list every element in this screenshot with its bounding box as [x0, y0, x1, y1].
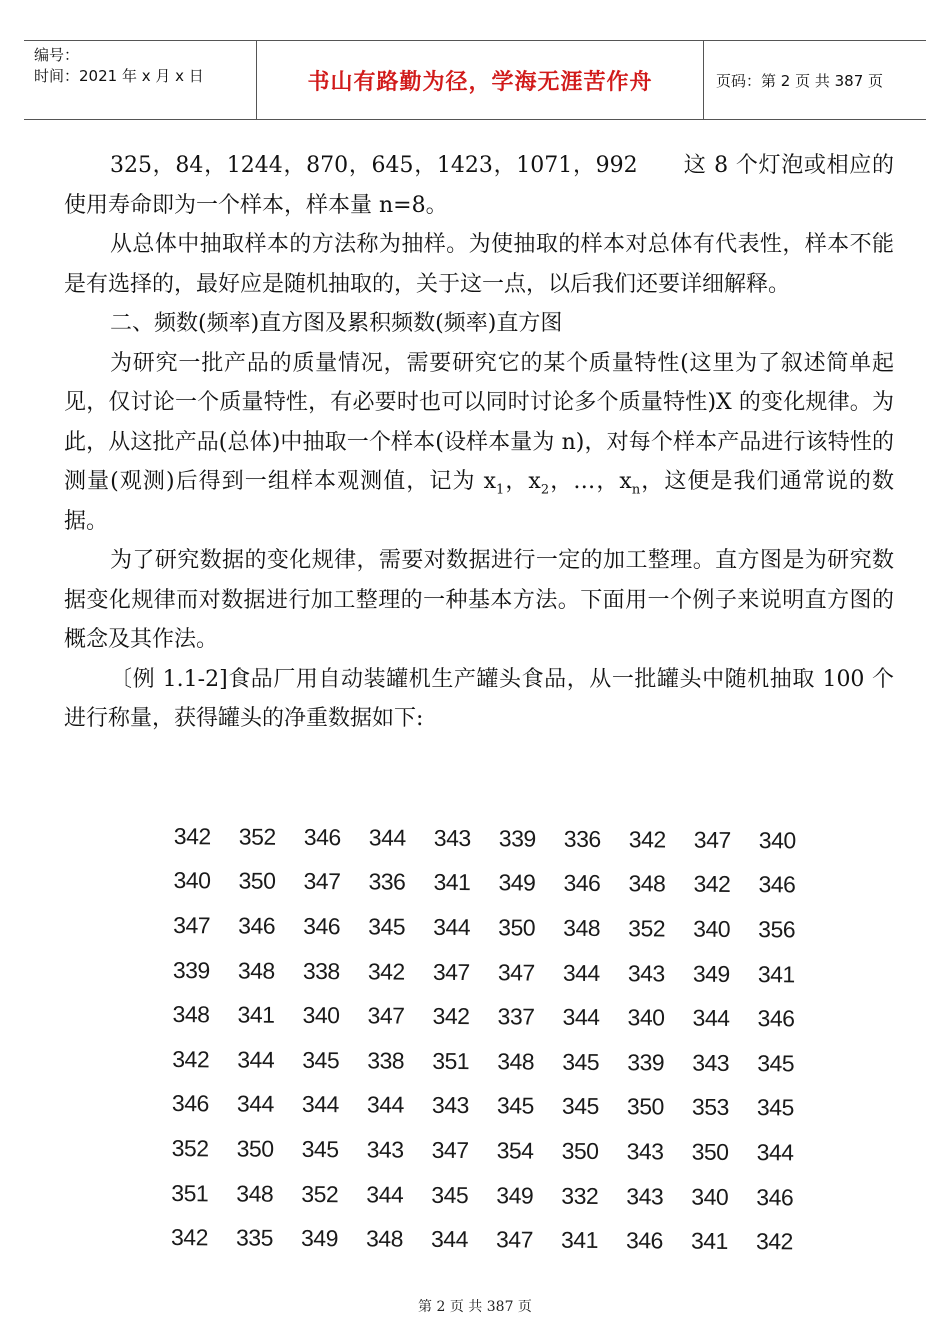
data-cell: 346: [757, 1005, 795, 1032]
subscript: n: [631, 482, 641, 498]
data-cell: 344: [562, 959, 600, 986]
data-row: [168, 1037, 818, 1086]
data-cell: 350: [561, 1137, 599, 1164]
paragraph-sampling: 从总体中抽取样本的方法称为抽样。为使抽取的样本对总体有代表性，样本不能是有选择的，最好应是随机抽取的，关于这一点，以后我们还要详细解释。: [64, 232, 894, 297]
paragraph-text: ，这便是我们通常说的数据。: [64, 469, 894, 534]
data-cell: 352: [238, 823, 276, 850]
data-cell: 341: [757, 960, 795, 987]
data-cell: 346: [238, 912, 276, 939]
data-cell: 347: [367, 1002, 405, 1029]
data-cell: 344: [236, 1090, 274, 1118]
data-row: [168, 1126, 818, 1175]
data-cell: 339: [172, 956, 210, 983]
subscript: 2: [540, 482, 550, 498]
data-cell: 346: [303, 912, 341, 940]
data-cell: 342: [367, 957, 405, 985]
page-footer: 第 2 页 共 387 页: [418, 1299, 532, 1315]
data-cell: 337: [497, 1003, 535, 1030]
data-cell: 345: [301, 1135, 339, 1163]
data-cell: 348: [563, 914, 601, 941]
paragraph-example-intro: 〔例 1.1-2]食品厂用自动装罐机生产罐头食品，从一批罐头中随机抽取 100 个进行称量，获得罐头的净重数据如下:: [64, 666, 894, 731]
data-cell: 344: [368, 824, 406, 851]
data-cell: 344: [433, 913, 471, 941]
header-motto: 书山有路勤为径，学海无涯苦作舟: [256, 41, 704, 119]
data-row: [169, 948, 819, 997]
data-cell: 347: [693, 826, 731, 853]
data-cell: 342: [173, 822, 211, 850]
data-cell: 345: [368, 913, 406, 940]
data-cell: 340: [691, 1183, 729, 1210]
data-cell: 349: [498, 869, 536, 896]
data-cell: 343: [692, 1049, 730, 1076]
data-cell: 332: [561, 1182, 599, 1209]
data-cell: 350: [498, 914, 536, 941]
data-cell: 343: [626, 1138, 664, 1165]
data-cell: 347: [432, 958, 470, 985]
data-cell: 348: [237, 957, 275, 984]
data-cell: 346: [756, 1183, 794, 1210]
data-row: [168, 1082, 818, 1131]
document-number-label: 编号：: [34, 46, 80, 64]
data-cell: 343: [627, 959, 665, 987]
paragraph-text: ，…，x: [549, 469, 632, 494]
data-cell: 340: [302, 1002, 340, 1029]
paragraph-text: ，x: [504, 469, 541, 494]
data-cell: 349: [496, 1181, 534, 1209]
data-cell: 341: [690, 1227, 728, 1255]
data-cell: 342: [432, 1003, 470, 1030]
data-cell: 343: [433, 824, 471, 851]
data-cell: 345: [302, 1046, 340, 1073]
data-cell: 349: [300, 1225, 339, 1252]
paragraph-data-processing: 为了研究数据的变化规律，需要对数据进行一定的加工整理。直方图是为研究数据变化规律而对数据进行加工整理的一种基本方法。下面用一个例子来说明直方图的概念及其作法。: [64, 548, 894, 652]
data-cell: 349: [692, 960, 730, 987]
data-cell: 345: [496, 1092, 534, 1119]
data-cell: 342: [693, 871, 731, 898]
data-cell: 340: [627, 1004, 665, 1031]
paragraph-quality-characteristic: [64, 344, 894, 542]
data-cell: 336: [563, 825, 601, 852]
data-cell: 339: [498, 825, 536, 852]
data-cell: 343: [431, 1092, 469, 1119]
data-cell: 336: [368, 868, 406, 896]
data-cell: 348: [365, 1225, 404, 1252]
data-cell: 340: [693, 915, 731, 942]
data-cell: 344: [562, 1003, 600, 1031]
page-body: [64, 146, 894, 739]
data-cell: 338: [302, 957, 340, 984]
data-cell: 350: [238, 867, 276, 895]
data-cell: 347: [303, 868, 341, 895]
data-cell: 342: [170, 1224, 209, 1251]
data-cell: 339: [627, 1048, 665, 1076]
data-cell: 354: [496, 1137, 534, 1164]
data-row: [167, 1215, 817, 1264]
data-cell: 343: [626, 1182, 664, 1209]
data-cell: 346: [563, 870, 601, 897]
data-row: [167, 1171, 817, 1220]
data-cell: 348: [172, 1001, 210, 1028]
data-cell: 352: [628, 915, 666, 942]
net-weight-data-table: [167, 814, 820, 1264]
data-cell: 347: [495, 1226, 534, 1253]
data-cell: 344: [366, 1091, 404, 1118]
paragraph-text: 记为 x: [429, 469, 496, 494]
data-cell: 356: [758, 916, 796, 943]
data-cell: 343: [366, 1136, 404, 1163]
data-cell: 344: [237, 1046, 275, 1073]
data-cell: 348: [236, 1180, 274, 1207]
data-row: [168, 992, 818, 1041]
data-row: [169, 859, 819, 908]
data-cell: 344: [366, 1180, 404, 1208]
data-cell: 341: [433, 869, 471, 896]
data-cell: 345: [757, 1049, 795, 1077]
data-cell: 340: [173, 867, 211, 894]
data-cell: 350: [236, 1135, 274, 1162]
data-cell: 346: [625, 1227, 663, 1254]
data-cell: 352: [301, 1180, 339, 1207]
data-cell: 346: [171, 1090, 209, 1117]
data-cell: 342: [755, 1228, 793, 1255]
paragraph-text: 为研究一批产品的质量情况，需要研究它的某个质量特性(这里为了叙述简单起见，仅讨论一个质量特性，有必要时也可以同时讨论多个质量特性)X 的变化规律。为此，从这批产品(总体)中抽取一个样本(设样本量为 n)，对每个样本产品进行该特性的测量(观测)后得到一组样本观测值，: [64, 350, 894, 494]
data-cell: 350: [691, 1138, 729, 1165]
data-cell: 338: [367, 1047, 405, 1074]
data-cell: 348: [628, 870, 666, 897]
data-cell: 351: [432, 1047, 470, 1074]
data-cell: 347: [431, 1136, 469, 1164]
data-cell: 344: [301, 1091, 339, 1118]
document-time-label: 时间：2021 年 x 月 x 日: [34, 67, 204, 85]
data-cell: 344: [692, 1004, 730, 1032]
subscript: 1: [496, 482, 505, 498]
page-header: [24, 40, 926, 120]
data-cell: 347: [173, 912, 211, 939]
data-cell: 353: [691, 1094, 729, 1121]
data-cell: 351: [171, 1179, 209, 1206]
data-row: [169, 903, 819, 952]
data-cell: 344: [430, 1225, 469, 1253]
data-cell: 340: [758, 826, 796, 854]
section-heading-histogram: 二、频数(频率)直方图及累积频数(频率)直方图: [110, 311, 563, 336]
data-cell: 350: [626, 1093, 664, 1120]
data-cell: 335: [235, 1224, 274, 1251]
data-cell: 341: [560, 1226, 599, 1254]
data-row: [170, 814, 820, 863]
data-cell: 342: [628, 826, 666, 853]
data-cell: 348: [497, 1048, 535, 1075]
header-meta: [24, 41, 256, 119]
data-cell: 342: [172, 1045, 210, 1073]
data-cell: 345: [562, 1048, 600, 1075]
data-cell: 345: [431, 1181, 469, 1208]
data-cell: 341: [237, 1001, 275, 1028]
data-cell: 345: [561, 1093, 599, 1120]
paragraph-sample-example: 325，84，1244，870，645，1423，1071，992 这 8 个灯泡或相应的使用寿命即为一个样本，样本量 n=8。: [64, 153, 894, 218]
data-cell: 345: [756, 1094, 794, 1121]
data-cell: 346: [758, 871, 796, 898]
data-cell: 347: [497, 958, 535, 986]
header-page-info: 页码：第 2 页 共 387 页: [716, 71, 884, 90]
data-cell: 344: [756, 1139, 794, 1166]
data-cell: 346: [303, 823, 341, 850]
data-cell: 352: [171, 1134, 209, 1162]
